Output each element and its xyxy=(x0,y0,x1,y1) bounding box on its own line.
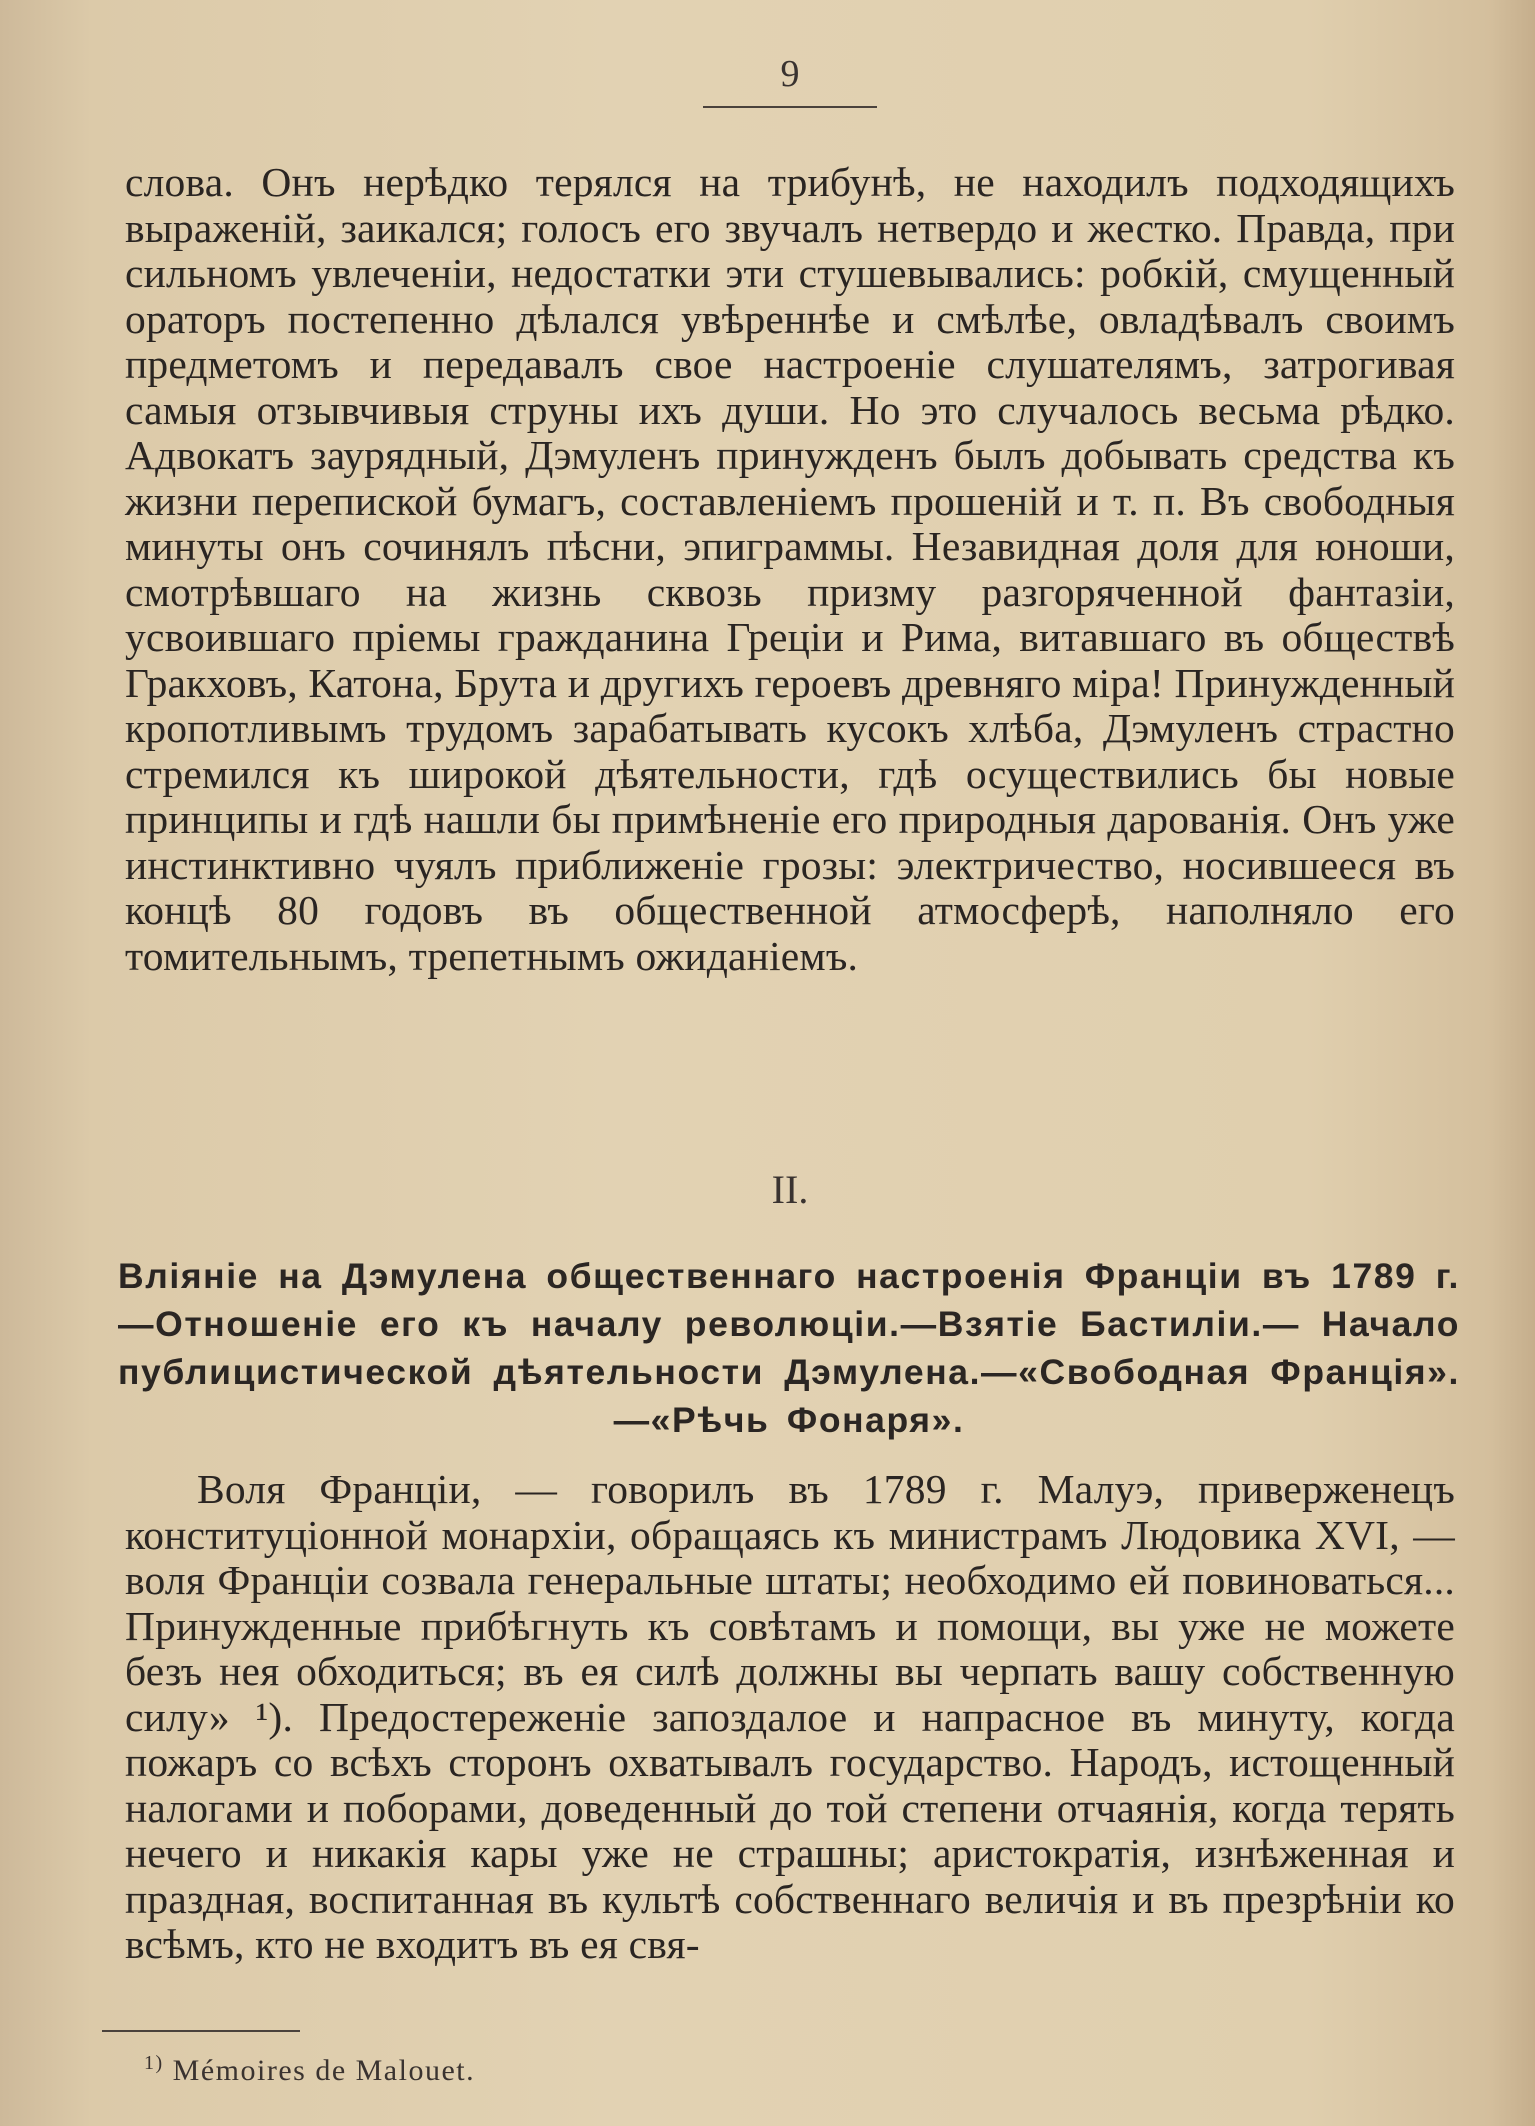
page-number-rule xyxy=(703,106,877,108)
footnote-marker: 1) xyxy=(144,2052,164,2074)
chapter-summary-heading: Вліяніе на Дэмулена общественнаго настроенія Франціи въ 1789 г.—Отношеніе его къ началу революціи.—Взятіе Бастиліи.— Начало публицистической дѣятельности Дэмулена.—«Свободная Франція».—«Рѣчь Фонаря». xyxy=(118,1256,1460,1440)
section-numeral: II. xyxy=(771,1167,809,1212)
body-paragraph-2: Воля Франціи, — говорилъ въ 1789 г. Малуэ, приверженецъ конституціонной монархіи, обращаясь къ министрамъ Людовика XVI, — воля Франціи созвала генеральные штаты; необходимо ей повиноваться... Принужденные прибѣгнуть къ совѣтамъ и помощи, вы уже не можете безъ нея обходиться; въ ея силѣ должны вы черпать вашу собственную силу» ¹). Предостереженіе запоздалое и напрасное въ минуту, когда пожаръ со всѣхъ сторонъ охватывалъ государство. Народъ, истощенный налогами и поборами, доведенный до той степени отчаянія, когда терять нечего и никакія кары уже не страшны; аристократія, изнѣженная и праздная, воспитанная въ культѣ собственнаго величія и въ презрѣніи ко всѣмъ, кто не входитъ въ ея свя- xyxy=(125,1466,1455,1967)
body-paragraph-1: слова. Онъ нерѣдко терялся на трибунѣ, не находилъ подходящихъ выраженій, заикался; голосъ его звучалъ нетвердо и жестко. Правда, при сильномъ увлеченіи, недостатки эти стушевывались: робкій, смущенный ораторъ постепенно дѣлался увѣреннѣе и смѣлѣе, овладѣвалъ своимъ предметомъ и передавалъ свое настроеніе слушателямъ, затрогивая самыя отзывчивыя струны ихъ души. Но это случалось весьма рѣдко. Адвокатъ заурядный, Дэмуленъ принужденъ былъ добывать средства къ жизни перепиской бумагъ, составленіемъ прошеній и т. п. Въ свободныя минуты онъ сочинялъ пѣсни, эпиграммы. Незавидная доля для юноши, смотрѣвшаго на жизнь сквозь призму разгоряченной фантазіи, усвоившаго пріемы гражданина Греціи и Рима, витавшаго въ обществѣ Гракховъ, Катона, Брута и другихъ героевъ древняго міра! Принужденный кропотливымъ трудомъ зарабатывать кусокъ хлѣба, Дэмуленъ страстно стремился къ широкой дѣятельности, гдѣ осуществились бы новые принципы и гдѣ нашли бы примѣненіе его природныя дарованія. Онъ уже инстинктивно чуялъ приближеніе грозы: электричество, носившееся въ концѣ 80 годовъ въ общественной атмосферѣ, наполняло его томительнымъ, трепетнымъ ожиданіемъ. xyxy=(125,159,1455,979)
footnote-text: Mémoires de Malouet. xyxy=(172,2054,476,2087)
footnote-rule xyxy=(102,2030,300,2032)
footnote xyxy=(144,2052,475,2088)
page-number: 9 xyxy=(780,53,800,95)
